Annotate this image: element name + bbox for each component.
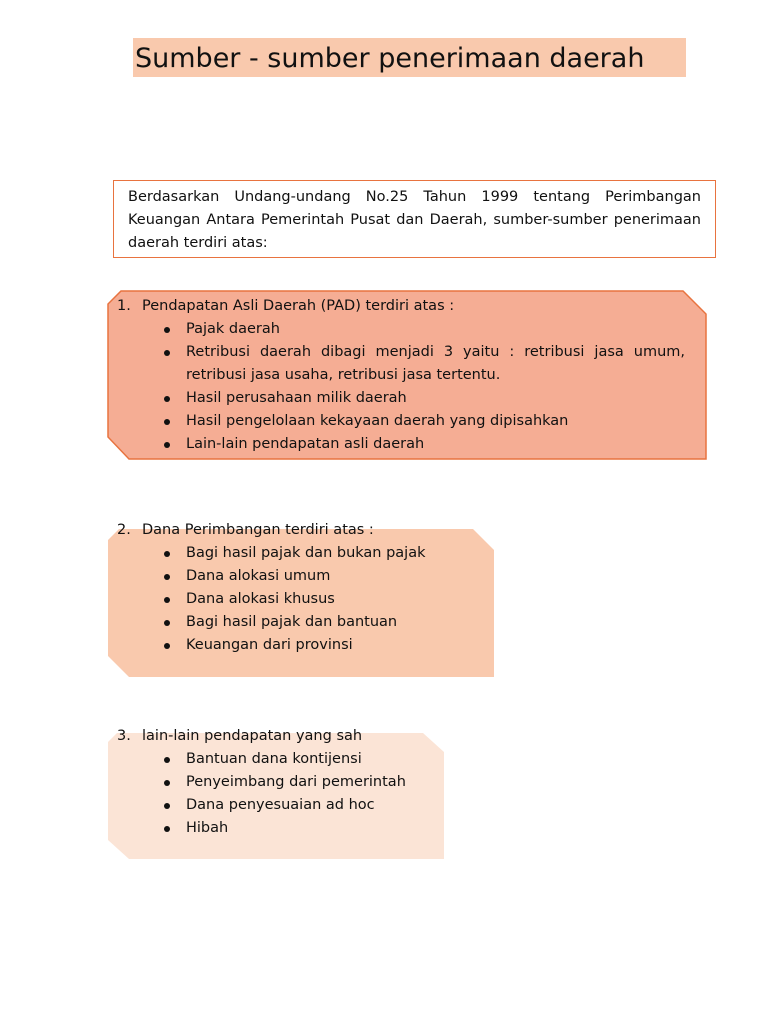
page-title: Sumber - sumber penerimaan daerah: [133, 38, 686, 77]
section-panel-lain-lain: [107, 728, 445, 860]
section-title: Pendapatan Asli Daerah (PAD) terdiri atas :: [142, 298, 455, 314]
list-item: Hibah: [164, 817, 434, 840]
list-item: Bagi hasil pajak dan bantuan: [164, 611, 484, 634]
section-item-list: [164, 748, 434, 840]
section-panel-dana-perimbangan: [107, 522, 495, 678]
section-title: lain-lain pendapatan yang sah: [142, 728, 363, 744]
list-item: Bantuan dana kontijensi: [164, 748, 434, 771]
section-heading: [117, 296, 454, 316]
section-title: Dana Perimbangan terdiri atas :: [142, 522, 374, 538]
section-item-list: [164, 542, 484, 657]
list-item: Dana alokasi khusus: [164, 588, 484, 611]
list-item: Hasil perusahaan milik daerah: [164, 387, 685, 410]
list-item: Keuangan dari provinsi: [164, 634, 484, 657]
section-panel-pad: [107, 290, 707, 460]
list-item: Pajak daerah: [164, 318, 685, 341]
section-number: 1.: [117, 298, 131, 314]
section-number: 2.: [117, 522, 131, 538]
intro-box: Berdasarkan Undang-undang No.25 Tahun 1999 tentang Perimbangan Keuangan Antara Pemerintah Pusat dan Daerah, sumber-sumber penerimaan daerah terdiri atas:: [113, 180, 716, 258]
list-item: Penyeimbang dari pemerintah: [164, 771, 434, 794]
section-heading: [117, 520, 374, 540]
section-item-list: [164, 318, 685, 456]
list-item: Hasil pengelolaan kekayaan daerah yang dipisahkan: [164, 410, 685, 433]
list-item: Lain-lain pendapatan asli daerah: [164, 433, 685, 456]
list-item: Bagi hasil pajak dan bukan pajak: [164, 542, 484, 565]
list-item: Retribusi daerah dibagi menjadi 3 yaitu : retribusi jasa umum, retribusi jasa usaha, retribusi jasa tertentu.: [164, 341, 685, 387]
section-heading: [117, 726, 362, 746]
section-number: 3.: [117, 728, 131, 744]
list-item: Dana alokasi umum: [164, 565, 484, 588]
list-item: Dana penyesuaian ad hoc: [164, 794, 434, 817]
